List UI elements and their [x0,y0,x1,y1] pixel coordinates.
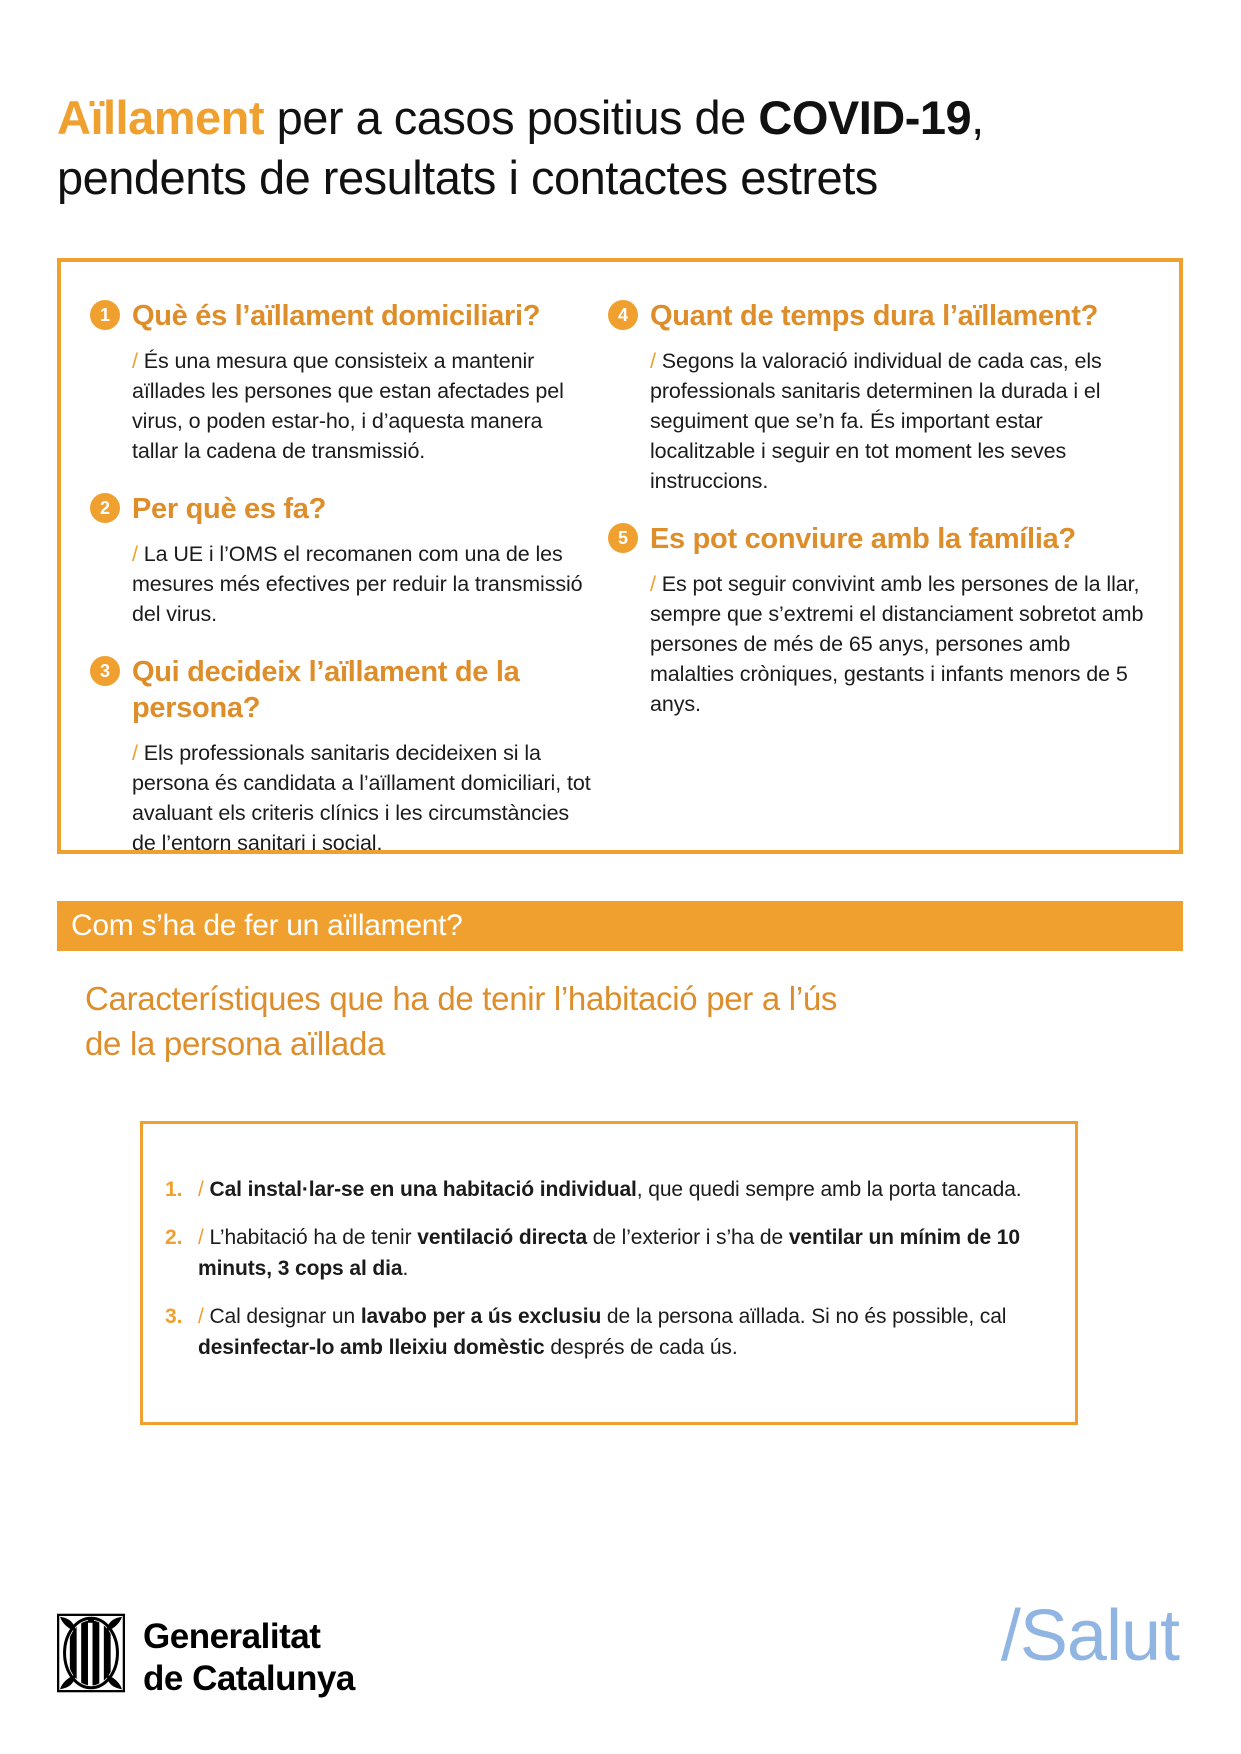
slash-mark: / [132,741,138,765]
faq-item [608,521,1151,719]
section-banner [57,901,1183,951]
slash-mark: / [650,349,656,373]
slash-mark: / [198,1226,204,1249]
instruction-number: 1. [165,1178,183,1201]
title-covid: COVID-19 [758,91,972,144]
number-badge: 3 [90,656,120,686]
page-title [57,88,1177,208]
salut-brand: /Salut [1000,1596,1179,1676]
generalitat-line1: Generalitat [143,1617,321,1656]
instruction-text: / Cal designar un lavabo per a ús exclusiu de la persona aïllada. Si no és possible, cal desinfectar-lo amb lleixiu domèstic després de cada ús. [198,1305,1007,1359]
number-badge: 1 [90,300,120,330]
generalitat-line2: de Catalunya [143,1659,355,1698]
section-heading [85,976,837,1066]
instruction-item [165,1174,1045,1205]
instruction-text: / L’habitació ha de tenir ventilació directa de l’exterior i s’ha de ventilar un mínim de 10 minuts, 3 cops al dia. [198,1226,1020,1280]
number-badge: 2 [90,493,120,523]
section-banner-label: Com s’ha de fer un aïllament? [71,909,463,942]
faq-answer: / Es pot seguir convivint amb les persones de la llar, sempre que s’extremi el distanciament sobretot amb persones de més de 65 anys, persones amb malalties cròniques, gestants i infants menors de 5 anys. [650,572,1144,716]
faq-question: Per què es fa? [132,493,327,525]
faq-answer: / La UE i l’OMS el recomanen com una de les mesures més efectives per reduir la transmissió del virus. [132,542,583,626]
generalitat-emblem [57,1612,125,1694]
instruction-text: / Cal instal·lar-se en una habitació individual, que quedi sempre amb la porta tancada. [198,1178,1022,1201]
faq-column-right [608,298,1151,883]
faq-column-left [90,298,608,883]
faq-item [608,298,1151,496]
instruction-number: 2. [165,1226,183,1249]
instructions-list [165,1174,1045,1363]
faq-answer: / Els professionals sanitaris decideixen si la persona és candidata a l’aïllament domiciliari, tot avaluant els criteris clínics i les circumstàncies de l’entorn sanitari i social. [132,741,591,855]
faq-question: Qui decideix l’aïllament de la persona? [132,656,520,724]
faq-item [90,654,608,858]
slash-mark: / [198,1305,204,1328]
number-badge: 5 [608,523,638,553]
slash-mark: / [198,1178,204,1201]
generalitat-logo [57,1612,355,1700]
instruction-item [165,1301,1045,1363]
instructions-box [140,1121,1078,1425]
faq-answer: / És una mesura que consisteix a mantenir aïllades les persones que estan afectades pel virus, o poden estar-ho, i d’aquesta manera tallar la cadena de transmissió. [132,349,564,463]
instruction-item [165,1222,1045,1284]
instruction-number: 3. [165,1305,183,1328]
faq-question: Què és l’aïllament domiciliari? [132,300,541,332]
title-highlight: Aïllament [57,91,265,144]
number-badge: 4 [608,300,638,330]
slash-mark: / [132,542,138,566]
title-comma: , [971,91,984,144]
faq-box [57,258,1183,854]
title-mid: per a casos positius de [264,91,759,144]
section-heading-line2: de la persona aïllada [85,1025,386,1062]
slash-mark: / [650,572,656,596]
title-line2: pendents de resultats i contactes estrets [57,151,878,204]
generalitat-wordmark [143,1616,355,1700]
slash-mark: / [132,349,138,373]
section-heading-line1: Característiques que ha de tenir l’habitació per a l’ús [85,980,838,1017]
faq-item [90,491,608,629]
faq-item [90,298,608,466]
faq-answer: / Segons la valoració individual de cada cas, els professionals sanitaris determinen la durada i el seguiment que se’n fa. És important estar localitzable i seguir en tot moment les seves instruccions. [650,349,1102,493]
faq-question: Es pot conviure amb la família? [650,523,1076,555]
faq-question: Quant de temps dura l’aïllament? [650,300,1099,332]
